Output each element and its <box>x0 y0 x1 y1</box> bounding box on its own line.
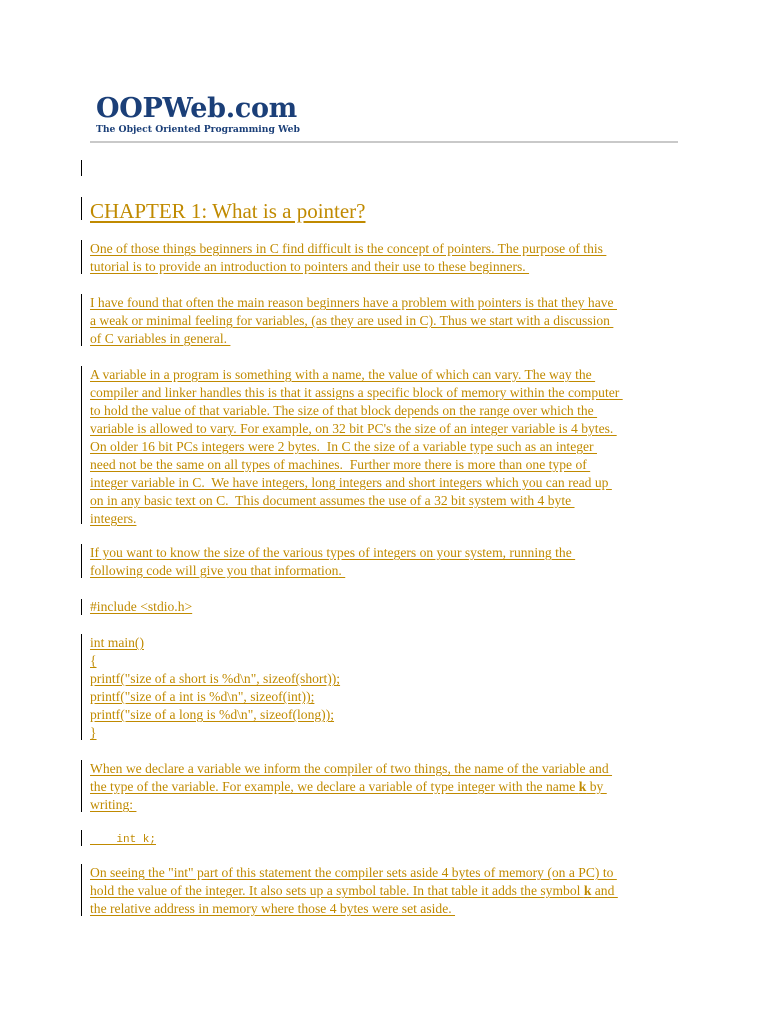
edit-mark <box>81 830 82 846</box>
text-line: compiler and linker handles this is that it assigns a specific block of memory within the computer <box>90 385 623 400</box>
edit-mark <box>81 864 82 916</box>
edit-mark <box>81 599 82 615</box>
edit-mark <box>81 366 82 524</box>
logo-title: OOPWeb.com <box>96 93 297 124</box>
code-line: int k; <box>90 834 157 846</box>
paragraph-variable-definition <box>90 366 690 528</box>
edit-mark <box>81 197 82 220</box>
text-line: integers. <box>90 511 137 526</box>
text-line: following code will give you that information. <box>90 563 346 578</box>
code-line: { <box>90 653 97 668</box>
text-line: tutorial is to provide an introduction to pointers and their use to these beginners. <box>90 259 530 274</box>
code-line: printf("size of a long is %d\n", sizeof(long)); <box>90 707 335 722</box>
paragraph-variables-intro <box>90 294 690 348</box>
bold-variable-name: k <box>583 883 592 898</box>
text-line: on in any basic text on C. This document assumes the use of a 32 bit system with 4 byte <box>90 493 575 508</box>
chapter-title: CHAPTER 1: What is a pointer? <box>90 199 366 223</box>
text-line: need not be the same on all types of machines. Further more there is more than one type of <box>90 457 591 472</box>
text-segment: hold the value of the integer. It also sets up a symbol table. In that table it adds the symbol <box>90 883 584 898</box>
text-line: If you want to know the size of the various types of integers on your system, running the <box>90 545 576 560</box>
text-line: of C variables in general. <box>90 331 231 346</box>
text-line: A variable in a program is something with a name, the value of which can vary. The way the <box>90 367 596 382</box>
edit-mark <box>81 760 82 812</box>
paragraph-symbol-table <box>90 864 690 918</box>
text-segment: and <box>591 883 618 898</box>
edit-mark <box>81 240 82 274</box>
text-line: On seeing the "int" part of this statement the compiler sets aside 4 bytes of memory (on a PC) to <box>90 865 617 880</box>
text-line <box>90 882 618 900</box>
text-line: to hold the value of that variable. The size of that block depends on the range over which the <box>90 403 598 418</box>
text-line: writing: <box>90 797 137 812</box>
text-line: I have found that often the main reason beginners have a problem with pointers is that they have <box>90 295 617 310</box>
text-segment: the type of the variable. For example, we declare a variable of type integer with the name <box>90 779 579 794</box>
text-line: One of those things beginners in C find difficult is the concept of pointers. The purpose of this <box>90 241 607 256</box>
text-line: When we declare a variable we inform the compiler of two things, the name of the variable and <box>90 761 613 776</box>
text-line: the relative address in memory where those 4 bytes were set aside. <box>90 901 456 916</box>
edit-mark <box>81 294 82 346</box>
code-main <box>90 634 690 742</box>
code-include <box>90 598 690 616</box>
edit-mark <box>81 634 82 740</box>
logo-subtitle: The Object Oriented Programming Web <box>96 124 300 135</box>
edit-mark <box>81 544 82 578</box>
code-line: printf("size of a short is %d\n", sizeof(short)); <box>90 671 341 686</box>
header-divider <box>90 141 678 143</box>
text-line: variable is allowed to vary. For example, on 32 bit PC's the size of an integer variable is 4 bytes. <box>90 421 617 436</box>
paragraph-declare-variable <box>90 760 690 814</box>
text-line: On older 16 bit PCs integers were 2 bytes. In C the size of a variable type such as an integer <box>90 439 597 454</box>
text-line <box>90 778 607 796</box>
edit-mark <box>81 160 82 176</box>
code-line: printf("size of a int is %d\n", sizeof(int)); <box>90 689 315 704</box>
paragraph-size-code-intro <box>90 544 690 580</box>
code-line: int main() <box>90 635 144 650</box>
paragraph-intro <box>90 240 690 276</box>
text-line: integer variable in C. We have integers, long integers and short integers which you can read up <box>90 475 612 490</box>
code-declaration <box>90 829 690 849</box>
code-line: } <box>90 725 97 740</box>
bold-variable-name: k <box>578 779 587 794</box>
text-line: a weak or minimal feeling for variables, (as they are used in C). Thus we start with a discussion <box>90 313 614 328</box>
text-segment: by <box>586 779 607 794</box>
oopweb-logo <box>96 94 300 136</box>
code-line: #include <stdio.h> <box>90 599 193 614</box>
